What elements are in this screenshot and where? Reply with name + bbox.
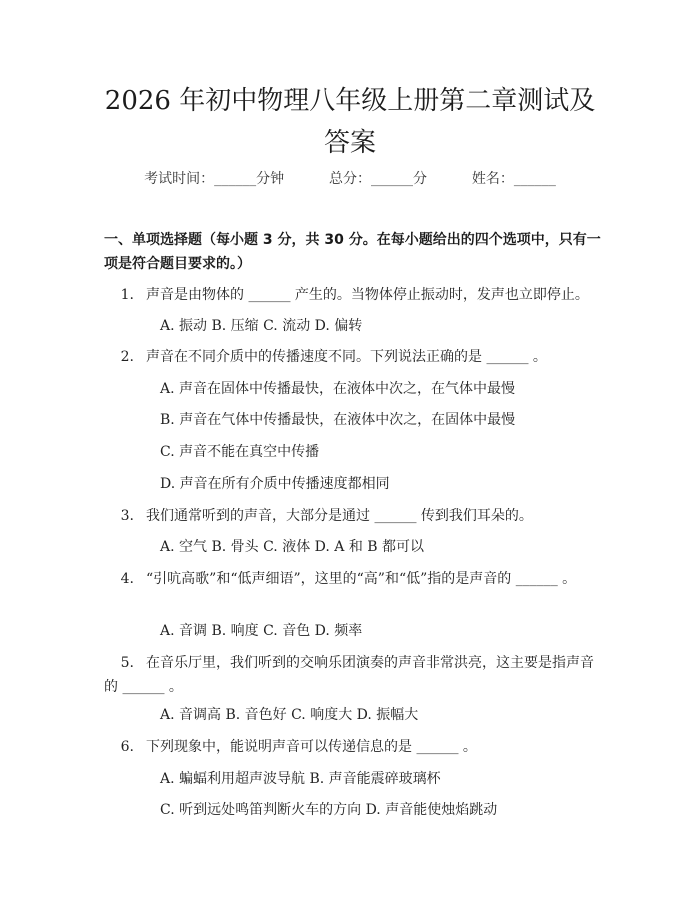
page-title: 2026 年初中物理八年级上册第二章测试及答案 <box>104 86 596 158</box>
question-4 <box>104 567 604 591</box>
question-2-option-d: D. 声音在所有介质中传播速度都相同 <box>160 476 390 492</box>
question-6-options-ab: A. 蝙蝠利用超声波导航 B. 声音能震碎玻璃杯 <box>160 771 441 787</box>
question-text: 在音乐厅里，我们听到的交响乐团演奏的声音非常洪亮，这主要是指声音的 ______ 。 <box>104 655 594 695</box>
question-2-option-b: B. 声音在气体中传播最快，在液体中次之，在固体中最慢 <box>160 412 516 428</box>
question-number: 3. <box>120 508 134 524</box>
exam-time-field: 考试时间：______分钟 <box>144 171 285 187</box>
question-number: 6. <box>120 739 134 755</box>
question-number: 1. <box>120 287 134 303</box>
question-3-options: A. 空气 B. 骨头 C. 液体 D. A 和 B 都可以 <box>160 539 425 555</box>
question-1-options: A. 振动 B. 压缩 C. 流动 D. 偏转 <box>160 318 363 334</box>
question-number: 5. <box>120 655 134 671</box>
total-score-field: 总分：______分 <box>329 171 427 187</box>
question-text: “引吭高歌”和“低声细语”，这里的“高”和“低”指的是声音的 ______ 。 <box>146 571 577 587</box>
question-text: 声音在不同介质中的传播速度不同。下列说法正确的是 ______ 。 <box>146 349 547 365</box>
question-2-option-a: A. 声音在固体中传播最快，在液体中次之，在气体中最慢 <box>160 381 516 397</box>
student-name-field: 姓名：______ <box>471 171 556 187</box>
exam-info-line <box>0 168 700 188</box>
question-6 <box>104 735 604 759</box>
question-text: 声音是由物体的 ______ 产生的。当物体停止振动时，发声也立即停止。 <box>146 287 589 303</box>
question-text: 我们通常听到的声音，大部分是通过 ______ 传到我们耳朵的。 <box>146 508 533 524</box>
question-2 <box>104 345 604 369</box>
question-1 <box>104 283 604 307</box>
question-6-options-cd: C. 听到远处鸣笛判断火车的方向 D. 声音能使烛焰跳动 <box>160 802 498 818</box>
question-text: 下列现象中，能说明声音可以传递信息的是 ______ 。 <box>146 739 477 755</box>
section-heading: 一、单项选择题（每小题 3 分，共 30 分。在每小题给出的四个选项中，只有一项是符合题目要求的。） <box>104 232 601 272</box>
question-5-options: A. 音调高 B. 音色好 C. 响度大 D. 振幅大 <box>160 707 419 723</box>
question-4-options: A. 音调 B. 响度 C. 音色 D. 频率 <box>160 623 363 639</box>
question-5 <box>104 651 604 699</box>
question-number: 2. <box>120 349 134 365</box>
question-3 <box>104 504 604 528</box>
question-2-option-c: C. 声音不能在真空中传播 <box>160 444 320 460</box>
question-number: 4. <box>120 571 134 587</box>
